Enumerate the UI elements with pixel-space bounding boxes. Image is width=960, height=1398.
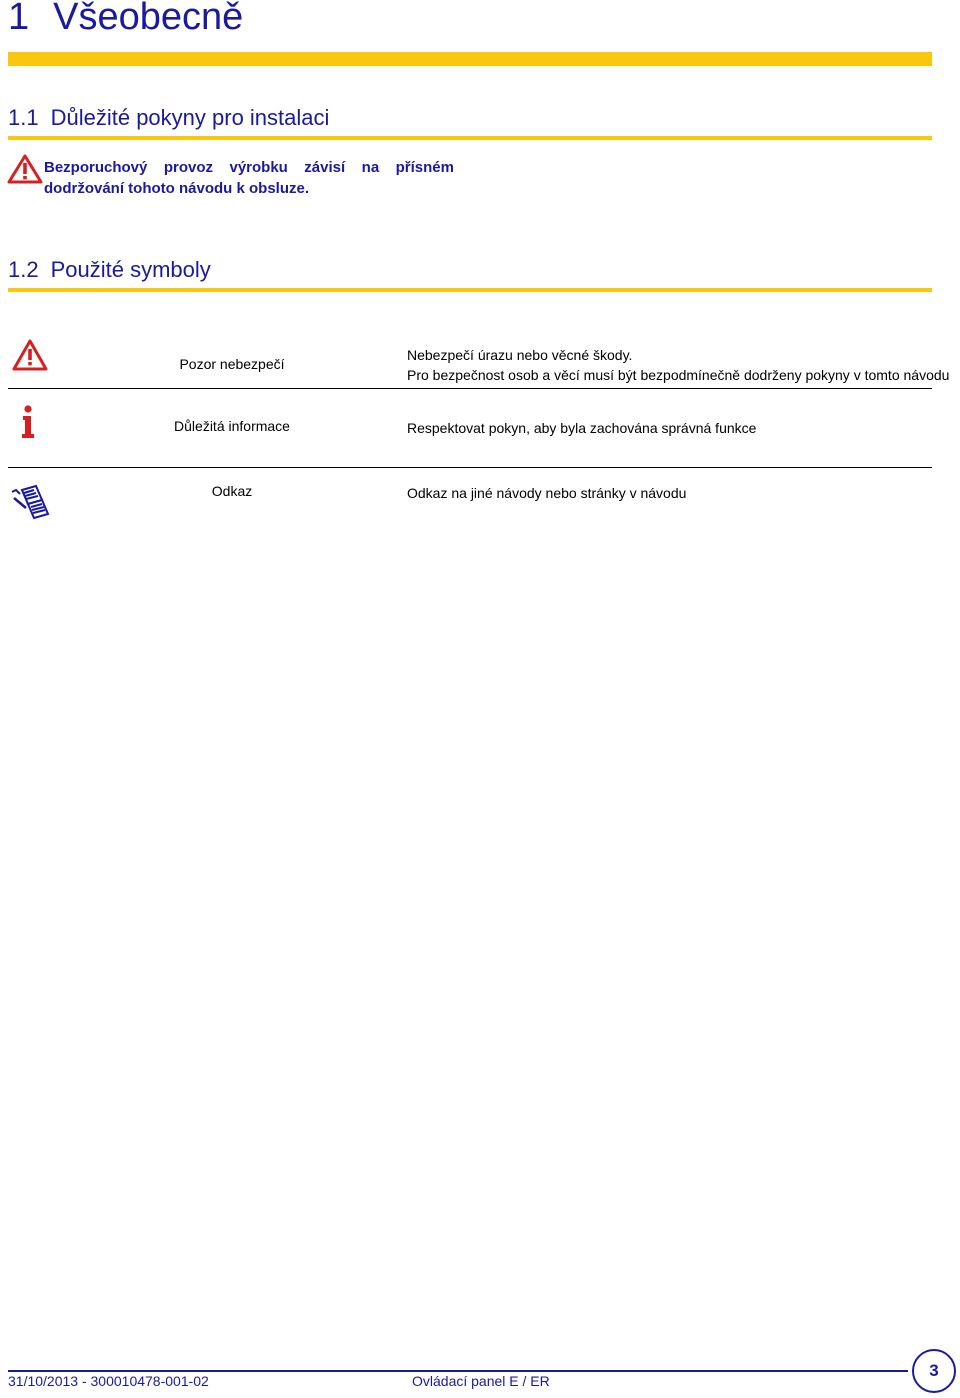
symbol-description-line: Pro bezpečnost osob a věcí musí být bezpodmínečně dodrženy pokyny v tomto návodu: [407, 367, 950, 383]
footer-divider: [8, 1370, 908, 1372]
section-number: 1.2: [8, 257, 39, 282]
table-rule: [8, 467, 932, 468]
chapter-heading: [8, 0, 243, 39]
section-heading-1-2: [8, 257, 211, 283]
table-rule: [8, 388, 932, 389]
symbol-description: Respektovat pokyn, aby byla zachována správná funkce: [407, 420, 757, 436]
warning-triangle-icon: [7, 154, 43, 184]
chapter-title: Všeobecně: [53, 0, 244, 38]
symbol-label: Odkaz: [211, 483, 253, 499]
book-reference-icon: [10, 484, 50, 520]
section-number: 1.1: [8, 105, 39, 130]
section-divider: [8, 288, 932, 292]
page-number: 3: [912, 1349, 956, 1393]
section-title: Důležité pokyny pro instalaci: [50, 105, 330, 130]
footer-document-id: 31/10/2013 - 300010478-001-02: [8, 1373, 209, 1389]
info-icon: [21, 405, 35, 439]
warning-triangle-icon: [12, 339, 48, 371]
footer-product-name: Ovládací panel E / ER: [412, 1373, 550, 1389]
section-heading-1-1: [8, 105, 329, 131]
chapter-divider: [8, 52, 932, 66]
section-divider: [8, 136, 932, 140]
symbol-description-line: Nebezpečí úrazu nebo věcné škody.: [407, 347, 633, 363]
symbol-label: Důležitá informace: [174, 418, 290, 434]
symbol-label: Pozor nebezpečí: [179, 356, 285, 372]
section-title: Použité symboly: [50, 257, 211, 282]
important-warning-text: Bezporuchový provoz výrobku závisí na přísném dodržování tohoto návodu k obsluze.: [44, 159, 454, 197]
symbol-description: [407, 345, 949, 385]
chapter-number: 1: [8, 0, 30, 38]
symbol-description: Odkaz na jiné návody nebo stránky v návodu: [407, 485, 687, 501]
